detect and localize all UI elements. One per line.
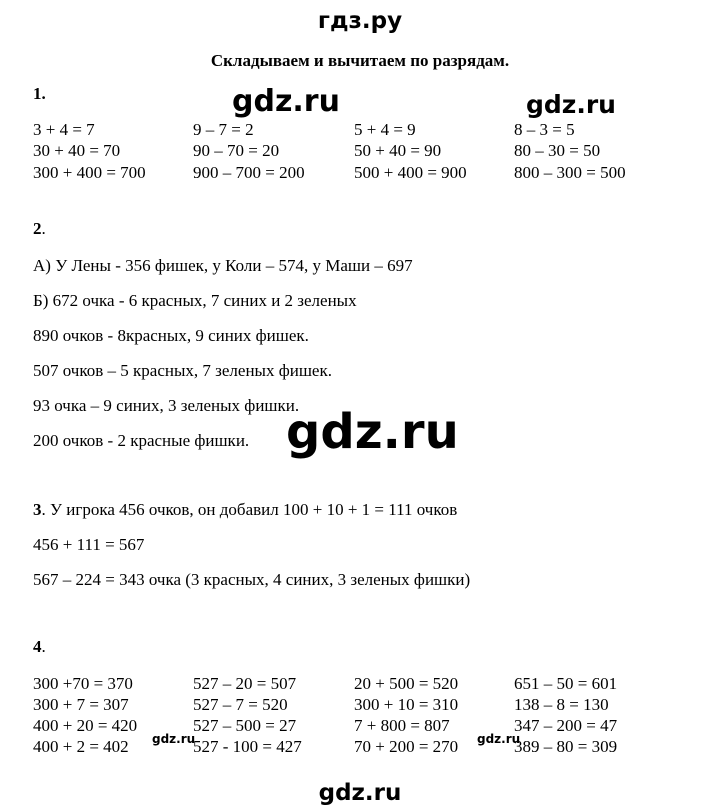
task-2-line: 93 очка – 9 синих, 3 зеленых фишки. (33, 396, 300, 415)
task-1-cell: 80 – 30 = 50 (514, 141, 601, 160)
task-1-cell: 300 + 400 = 700 (33, 163, 146, 182)
watermark-top-right: gdz.ru (526, 90, 616, 119)
task-3-line: 456 + 111 = 567 (33, 535, 145, 554)
task-4-cell: 651 – 50 = 601 (514, 674, 618, 693)
task-4-cell: 389 – 80 = 309 (514, 737, 618, 756)
watermark-small-right: gdz.ru (477, 732, 521, 746)
task-4-cell: 300 + 10 = 310 (354, 695, 459, 714)
task-2-number: 2 (33, 219, 42, 238)
task-1-cell: 50 + 40 = 90 (354, 141, 442, 160)
task-4-number: 4 (33, 637, 42, 656)
task-4-cell: 347 – 200 = 47 (514, 716, 618, 735)
task-4-cell: 527 – 20 = 507 (193, 674, 297, 693)
task-1-cell: 9 – 7 = 2 (193, 120, 254, 139)
task-1-cell: 5 + 4 = 9 (354, 120, 416, 139)
task-4-cell: 138 – 8 = 130 (514, 695, 609, 714)
task-2-line: А) У Лены - 356 фишек, у Коли – 574, у Маши – 697 (33, 256, 413, 275)
task-2-line: Б) 672 очка - 6 красных, 7 синих и 2 зеленых (33, 291, 357, 310)
site-header: гдз.ру (317, 8, 403, 34)
task-3-intro (33, 500, 457, 520)
task-4-cell: 20 + 500 = 520 (354, 674, 459, 693)
task-2-number-suffix: . (41, 219, 46, 238)
task-4-heading (33, 637, 46, 657)
task-3-intro-text: . У игрока 456 очков, он добавил 100 + 10 + 1 = 111 очков (41, 500, 458, 519)
task-3-number: 3 (33, 500, 42, 519)
task-1-cell: 800 – 300 = 500 (514, 163, 626, 182)
task-1-number: 1. (33, 84, 46, 103)
watermark-middle: gdz.ru (286, 404, 459, 460)
task-4-cell: 300 +70 = 370 (33, 674, 133, 693)
task-1-cell: 900 – 700 = 200 (193, 163, 305, 182)
watermark-small-left: gdz.ru (152, 732, 196, 746)
task-4-number-suffix: . (41, 637, 46, 656)
task-1-cell: 3 + 4 = 7 (33, 120, 95, 139)
task-4-cell: 527 – 500 = 27 (193, 716, 297, 735)
task-1-cell: 8 – 3 = 5 (514, 120, 575, 139)
task-4-cell: 7 + 800 = 807 (354, 716, 450, 735)
task-4-cell: 70 + 200 = 270 (354, 737, 459, 756)
task-2-line: 507 очков – 5 красных, 7 зеленых фишек. (33, 361, 332, 380)
task-4-cell: 300 + 7 = 307 (33, 695, 129, 714)
task-1-cell: 500 + 400 = 900 (354, 163, 467, 182)
task-4-cell: 400 + 20 = 420 (33, 716, 138, 735)
task-1-cell: 30 + 40 = 70 (33, 141, 121, 160)
task-3-line: 567 – 224 = 343 очка (3 красных, 4 синих, 3 зеленых фишки) (33, 570, 471, 589)
task-4-cell: 527 – 7 = 520 (193, 695, 288, 714)
task-2-line: 890 очков - 8красных, 9 синих фишек. (33, 326, 309, 345)
task-2-line: 200 очков - 2 красные фишки. (33, 431, 250, 450)
task-1-cell: 90 – 70 = 20 (193, 141, 280, 160)
task-4-cell: 527 - 100 = 427 (193, 737, 302, 756)
task-4-cell: 400 + 2 = 402 (33, 737, 129, 756)
watermark-footer: gdz.ru (318, 780, 402, 806)
task-2-heading (33, 219, 46, 239)
page-title: Складываем и вычитаем по разрядам. (210, 51, 510, 70)
watermark-top-left: gdz.ru (232, 84, 340, 119)
